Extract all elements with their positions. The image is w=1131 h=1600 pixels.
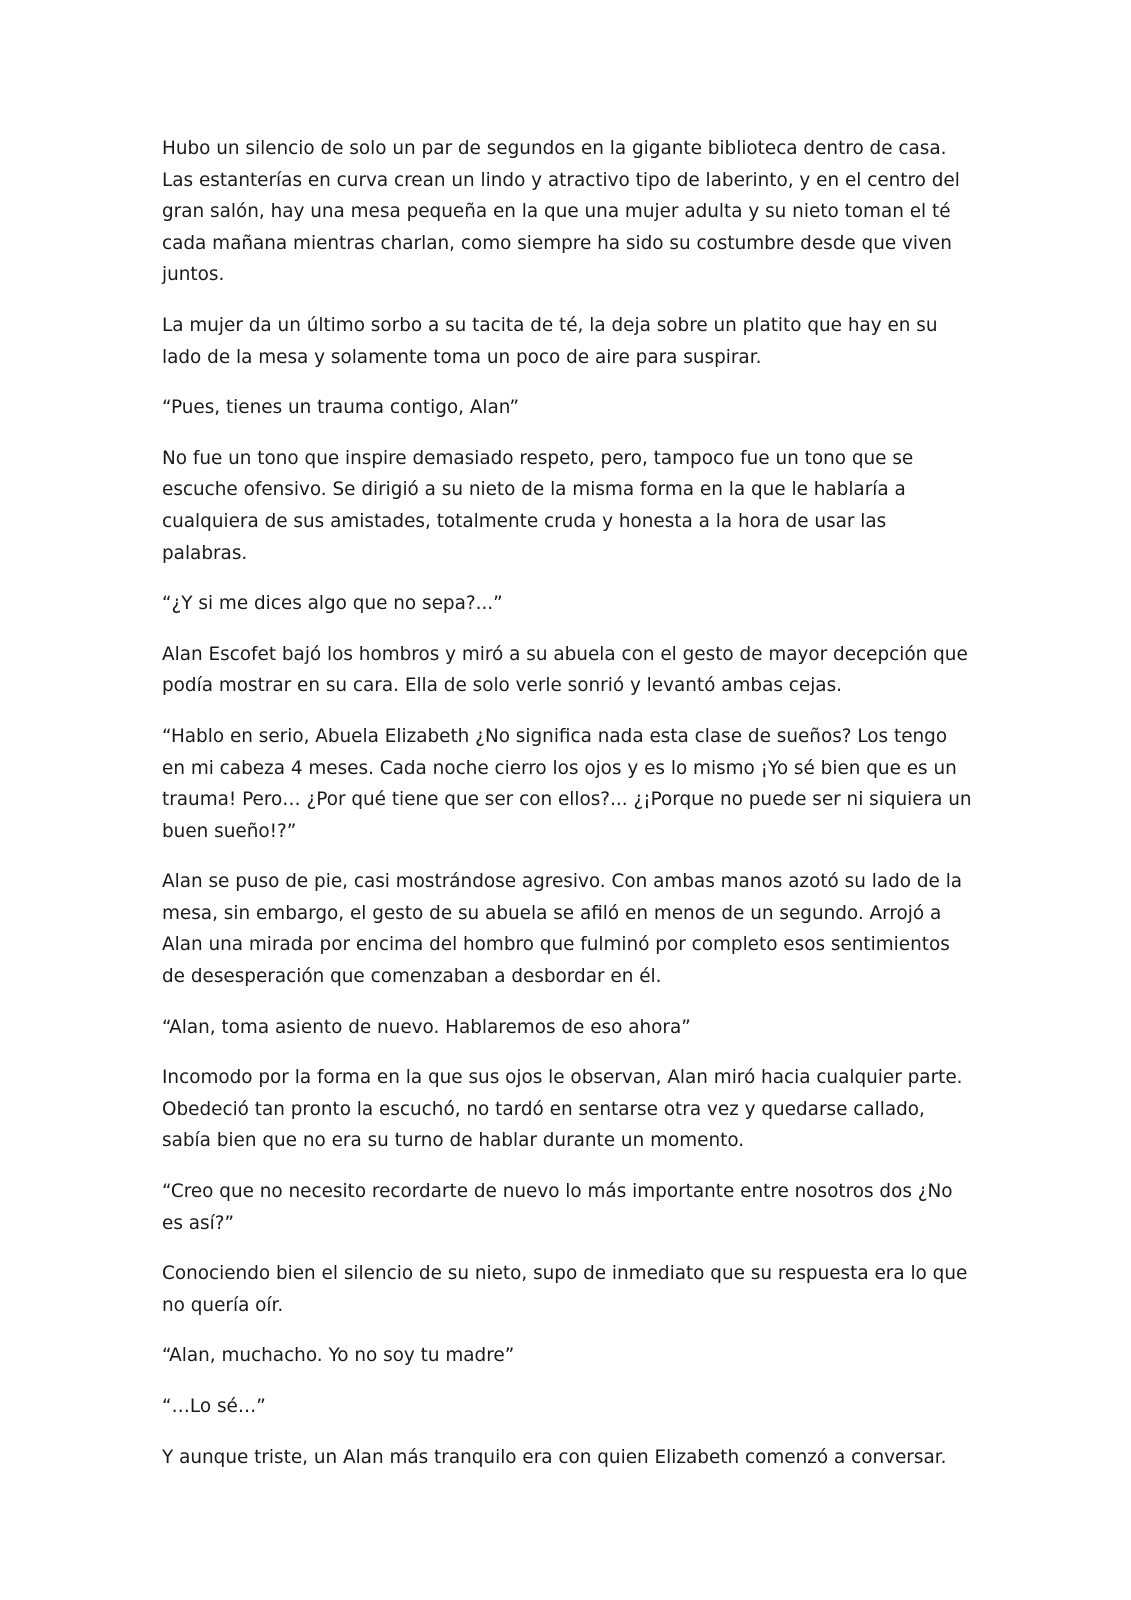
paragraph: “Pues, tienes un trauma contigo, Alan” — [162, 397, 519, 419]
paragraph: “¿Y si me dices algo que no sepa?...” — [162, 593, 503, 615]
paragraph: Hubo un silencio de solo un par de segundos en la gigante biblioteca dentro de casa. Las estanterías en curva crean un lindo y atractivo tipo de laberinto, y en el centro del gran salón, hay una mesa pequeña en la que una mujer adulta y su nieto toman el té cada mañana mientras charlan, como siempre ha sido su costumbre desde que viven juntos. — [162, 138, 960, 286]
paragraph: “Alan, toma asiento de nuevo. Hablaremos de eso ahora” — [162, 1016, 691, 1038]
paragraph: La mujer da un último sorbo a su tacita de té, la deja sobre un platito que hay en su lado de la mesa y solamente toma un poco de aire para suspirar. — [162, 314, 938, 368]
paragraph: “Creo que no necesito recordarte de nuevo lo más importante entre nosotros dos ¿No es así?” — [162, 1181, 953, 1234]
paragraph: “…Lo sé…” — [162, 1396, 266, 1417]
document-body — [162, 133, 972, 1492]
paragraph: Incomodo por la forma en la que sus ojos le observan, Alan miró hacia cualquier parte. Obedeció tan pronto la escuchó, no tardó en sentarse otra vez y quedarse callado, sabía bien que no era su turno de hablar durante un momento. — [162, 1067, 963, 1152]
paragraph: “Hablo en serio, Abuela Elizabeth ¿No significa nada esta clase de sueños? Los tengo en mi cabeza 4 meses. Cada noche cierro los ojos y es lo mismo ¡Yo sé bien que es un trauma! Pero… ¿Por qué tiene que ser con ellos?... ¿¡Porque no puede ser ni siquiera un buen sueño!?” — [162, 725, 972, 842]
paragraph: Y aunque triste, un Alan más tranquilo era con quien Elizabeth comenzó a conversar. — [162, 1446, 947, 1468]
paragraph: No fue un tono que inspire demasiado respeto, pero, tampoco fue un tono que se escuche ofensivo. Se dirigió a su nieto de la misma forma en la que le hablaría a cualquiera de sus amistades, totalmente cruda y honesta a la hora de usar las palabras. — [162, 447, 914, 564]
paragraph: Conociendo bien el silencio de su nieto, supo de inmediato que su respuesta era lo que no quería oír. — [162, 1263, 968, 1316]
paragraph: Alan Escofet bajó los hombros y miró a su abuela con el gesto de mayor decepción que podía mostrar en su cara. Ella de solo verle sonrió y levantó ambas cejas. — [162, 643, 968, 697]
paragraph: “Alan, muchacho. Yo no soy tu madre” — [162, 1345, 515, 1367]
paragraph: Alan se puso de pie, casi mostrándose agresivo. Con ambas manos azotó su lado de la mesa, sin embargo, el gesto de su abuela se afiló en menos de un segundo. Arrojó a Alan una mirada por encima del hombro que fulminó por completo esos sentimientos de desesperación que comenzaban a desbordar en él. — [162, 871, 963, 988]
